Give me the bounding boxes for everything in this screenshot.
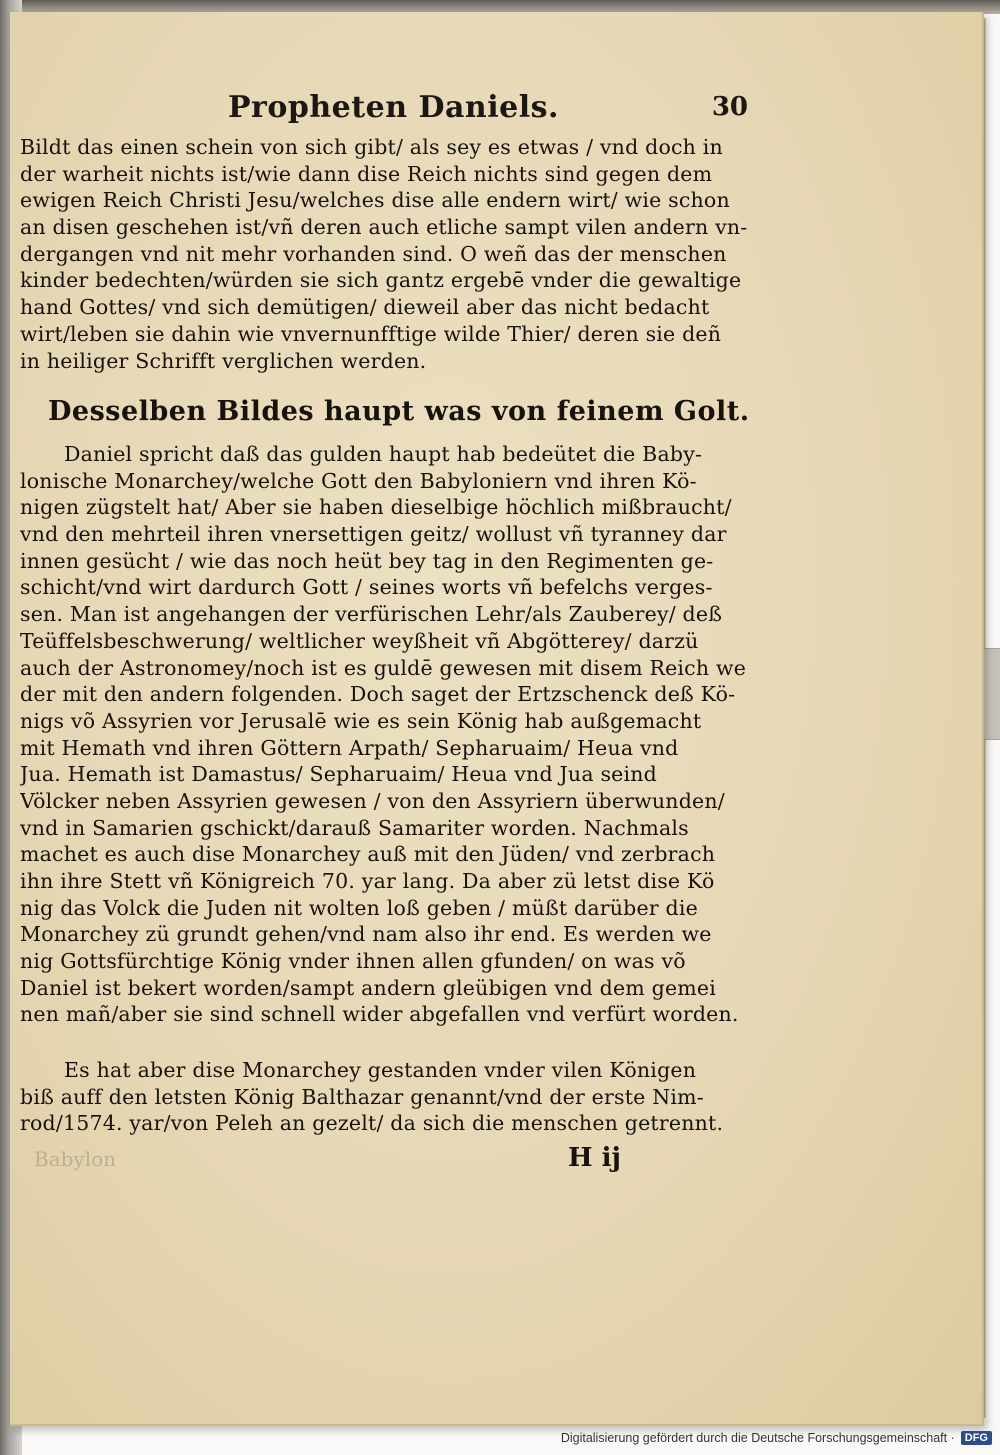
credit-text: Digitalisierung gefördert durch die Deutsche Forschungsgemeinschaft · bbox=[560, 1431, 955, 1445]
text-line: lonische Monarchey/welche Gott den Babyloniern vnd ihren Kö- bbox=[20, 468, 697, 493]
text-line: wirt/leben sie dahin wie vnvernunfftige wilde Thier/ deren sie deñ bbox=[20, 321, 722, 346]
text-block-main bbox=[20, 441, 750, 1028]
digitization-credit bbox=[561, 1427, 992, 1449]
text-line: nigs võ Assyrien vor Jerusalē wie es sein König hab außgemacht bbox=[20, 708, 702, 733]
text-line: in heiliger Schrifft verglichen werden. bbox=[20, 348, 427, 373]
text-line: sen. Man ist angehangen der verfürischen Lehr/als Zauberey/ deß bbox=[20, 602, 723, 627]
text-line: schicht/vnd wirt dardurch Gott / seines worts vñ befelchs verges- bbox=[20, 575, 713, 600]
page-header bbox=[228, 90, 748, 136]
text-line: vnd in Samarien gschickt/darauß Samariter worden. Nachmals bbox=[20, 815, 689, 840]
text-line: nigen zügstelt hat/ Aber sie haben dieselbige höchlich mißbraucht/ bbox=[20, 495, 732, 520]
text-line: machet es auch dise Monarchey auß mit den Jüden/ vnd zerbrach bbox=[20, 842, 716, 867]
text-line: Völcker neben Assyrien gewesen / von den Assyriern überwunden/ bbox=[20, 788, 725, 813]
text-line: Daniel ist bekert worden/sampt andern gleübigen vnd dem gemei bbox=[20, 975, 717, 1000]
text-line: Jua. Hemath ist Damastus/ Sepharuaim/ Heua vnd Jua seind bbox=[20, 762, 657, 787]
text-block-closing bbox=[20, 1057, 750, 1137]
text-line: dergangen vnd nit mehr vorhanden sind. O weñ das der menschen bbox=[20, 241, 727, 266]
text-line: nig das Volck die Juden nit wolten loß geben / müßt darüber die bbox=[20, 895, 698, 920]
text-line: Teüffelsbeschwerung/ weltlicher weyßheit vñ Abgötterey/ darzü bbox=[20, 628, 699, 653]
text-line: hand Gottes/ vnd sich demütigen/ dieweil aber das nicht bedacht bbox=[20, 295, 710, 320]
text-line: der mit den andern folgenden. Doch saget der Ertzschenck deß Kö- bbox=[20, 682, 736, 707]
folio-number: 30 bbox=[711, 92, 748, 122]
text-line: der warheit nichts ist/wie dann dise Reich nichts sind gegen dem bbox=[20, 161, 713, 186]
text-line: biß auff den letsten König Balthazar genannt/vnd der erste Nim- bbox=[20, 1084, 704, 1109]
text-line: ihn ihre Stett vñ Königreich 70. yar lang. Da aber zü letst dise Kö bbox=[20, 869, 715, 893]
dfg-logo: DFG bbox=[961, 1431, 992, 1445]
text-line: nig Gottsfürchtige König vnder ihnen allen gfunden/ on was võ bbox=[20, 949, 686, 974]
text-line: auch der Astronomey/noch ist es guldē gewesen mit disem Reich we bbox=[20, 655, 747, 680]
text-line: an disen geschehen ist/vñ deren auch etliche sampt vilen andern vn- bbox=[20, 215, 748, 240]
text-line: rod/1574. yar/von Peleh an gezelt/ da sich die menschen getrennt. bbox=[20, 1111, 724, 1136]
signature-mark: H ij bbox=[568, 1143, 621, 1173]
text-line: Es hat aber dise Monarchey gestanden vnder vilen Königen bbox=[64, 1058, 697, 1082]
text-line: mit Hemath vnd ihren Göttern Arpath/ Sepharuaim/ Heua vnd bbox=[20, 735, 679, 760]
text-line: Daniel spricht daß das gulden haupt hab bedeütet die Baby- bbox=[64, 442, 703, 466]
text-line: vnd den mehrteil ihren vnersettigen geitz/ wollust vñ tyranney dar bbox=[20, 522, 727, 547]
text-line: ewigen Reich Christi Jesu/welches dise alle endern wirt/ wie schon bbox=[20, 188, 730, 213]
section-heading: Desselben Bildes haupt was von feinem Golt. bbox=[48, 396, 750, 427]
text-line: Bildt das einen schein von sich gibt/ als sey es etwas / vnd doch in bbox=[20, 135, 723, 159]
bleed-through-text: Babylon bbox=[34, 1147, 117, 1171]
text-line: kinder bedechten/würden sie sich gantz ergebē vnder die gewaltige bbox=[20, 268, 742, 293]
text-line: nen mañ/aber sie sind schnell wider abgefallen vnd verfürt worden. bbox=[20, 1002, 739, 1027]
text-line: Monarchey zü grundt gehen/vnd nam also ihr end. Es werden we bbox=[20, 922, 712, 947]
text-line: innen gesücht / wie das noch heüt bey tag in den Regimenten ge- bbox=[20, 548, 714, 573]
text-block-intro bbox=[20, 134, 750, 374]
running-head: Propheten Daniels. bbox=[228, 90, 559, 125]
